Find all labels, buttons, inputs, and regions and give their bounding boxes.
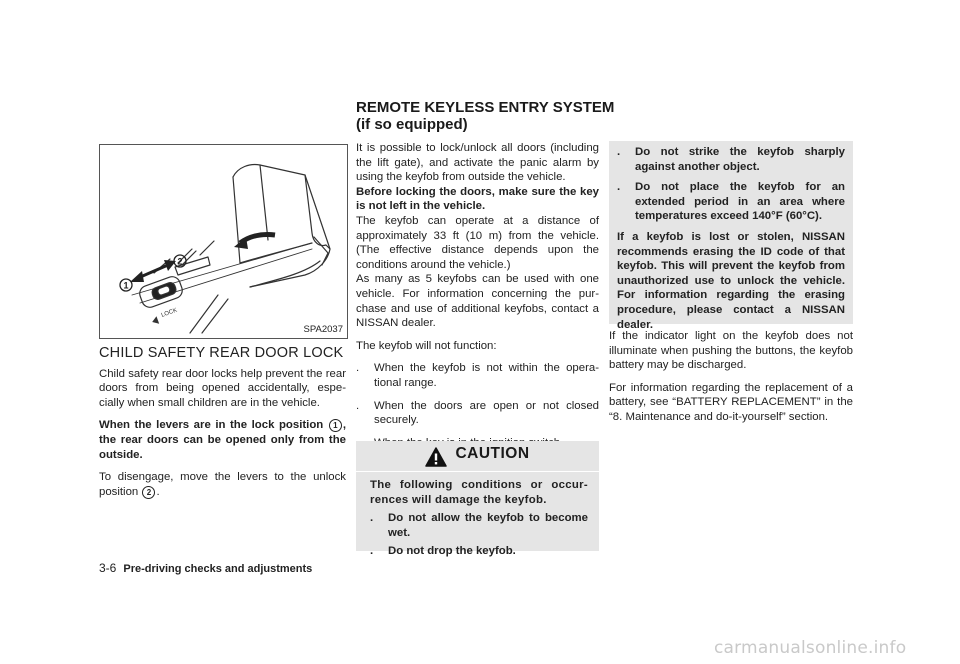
caution-bullet <box>370 544 588 559</box>
figure-lock-text: LOCK <box>160 307 179 319</box>
remote-p1: It is possible to lock/unlock all doors (including the lift gate), and activate the panic alarm by using the keyfob from outside the vehicle. <box>356 142 599 184</box>
figure-label: SPA2037 <box>303 324 343 335</box>
bullet-text: Do not allow the keyfob to become wet. <box>388 512 588 539</box>
position-2-marker: 2 <box>142 486 155 499</box>
bullet-text: When the doors are open or not closed securely. <box>374 399 599 427</box>
remote-bullet <box>356 361 599 390</box>
lock-text-1: When the levers are in the lock position <box>99 419 324 432</box>
child-safety-heading: CHILD SAFETY REAR DOOR LOCK <box>99 345 344 361</box>
remote-bullet <box>356 399 599 428</box>
right-bullet <box>617 180 845 224</box>
caution-intro: The following conditions or occur-rences will damage the keyfob. <box>370 479 588 506</box>
disengage-text: To disengage, move the levers to the unlock position <box>99 471 346 498</box>
right-warning-content <box>617 145 845 332</box>
bullet-dot: . <box>370 512 374 525</box>
lock-text-2: , the rear doors can be opened only from the outside. <box>99 419 346 461</box>
bullet-text: Do not strike the keyfob sharply against another object. <box>635 146 845 173</box>
footer-section-title: Pre-driving checks and adjustments <box>123 563 313 575</box>
battery-p2: For information regarding the replacement of a battery, see “BATTERY REPLACEMENT” in the “8. Maintenance and do-it-yourself” section. <box>609 381 853 423</box>
child-safety-section <box>99 346 346 507</box>
warning-triangle-icon <box>425 447 447 467</box>
section-header <box>356 99 656 133</box>
child-safety-disengage <box>99 470 346 499</box>
battery-info-section <box>609 329 853 433</box>
bullet-dot: . <box>617 146 621 158</box>
lost-keyfob-warning: If a keyfob is lost or stolen, NISSAN recommends erasing the ID code of that keyfob. This will prevent the keyfob from unauthorized use to unlock the vehicle. For information regarding the erasing procedure, please contact a NISSAN dealer. <box>617 230 845 331</box>
caution-box <box>356 441 599 558</box>
bullet-text: Do not drop the keyfob. <box>388 545 516 558</box>
remote-keyless-section <box>356 141 599 481</box>
position-1-marker: 1 <box>329 419 342 432</box>
caution-title: CAUTION <box>455 445 530 462</box>
bullet-text: Do not place the keyfob for an extended period in an area where temperatures exceed 140°F (60°C). <box>635 181 845 223</box>
remote-p3: As many as 5 keyfobs can be used with one vehicle. For information concerning the pur-chase and use of additional keyfobs, contact a NISSAN dealer. <box>356 273 599 330</box>
remote-not-function: The keyfob will not function: <box>356 339 497 352</box>
bullet-dot: . <box>370 545 374 558</box>
svg-text:1: 1 <box>123 280 129 291</box>
bullet-dot: . <box>356 362 360 375</box>
watermark: carmanualsonline.info <box>714 638 907 658</box>
disengage-end: . <box>156 485 160 498</box>
page-number: 3-6 <box>99 561 117 575</box>
section-header-line2: (if so equipped) <box>356 116 468 133</box>
right-bullet <box>617 145 845 174</box>
bullet-dot: . <box>356 399 360 412</box>
child-safety-intro: Child safety rear door locks help prevent the rear doors from being opened accidentally, espe-cially when small children are in the vehicle. <box>99 367 346 409</box>
door-lock-figure <box>99 144 348 339</box>
remote-p1-bold: Before locking the doors, make sure the key is not left in the vehicle. <box>356 185 599 213</box>
caution-header <box>356 441 599 472</box>
page-footer <box>99 561 312 575</box>
section-header-line1: REMOTE KEYLESS ENTRY SYSTEM <box>356 99 615 116</box>
caution-bullet <box>370 511 588 540</box>
bullet-dot: . <box>617 181 621 194</box>
bullet-text: When the keyfob is not within the opera-tional range. <box>374 362 599 389</box>
door-lock-illustration <box>100 145 347 338</box>
remote-p2: The keyfob can operate at a distance of approximately 33 ft (10 m) from the vehicle. (The effective distance depends upon the conditions around the vehicle.) <box>356 214 599 271</box>
child-safety-lock-position <box>99 418 346 462</box>
battery-p1: If the indicator light on the keyfob does not illuminate when pushing the buttons, the keyfob battery may be discharged. <box>609 330 853 372</box>
svg-text:2: 2 <box>177 256 183 267</box>
caution-content <box>370 478 588 567</box>
right-warning-box <box>609 141 853 331</box>
